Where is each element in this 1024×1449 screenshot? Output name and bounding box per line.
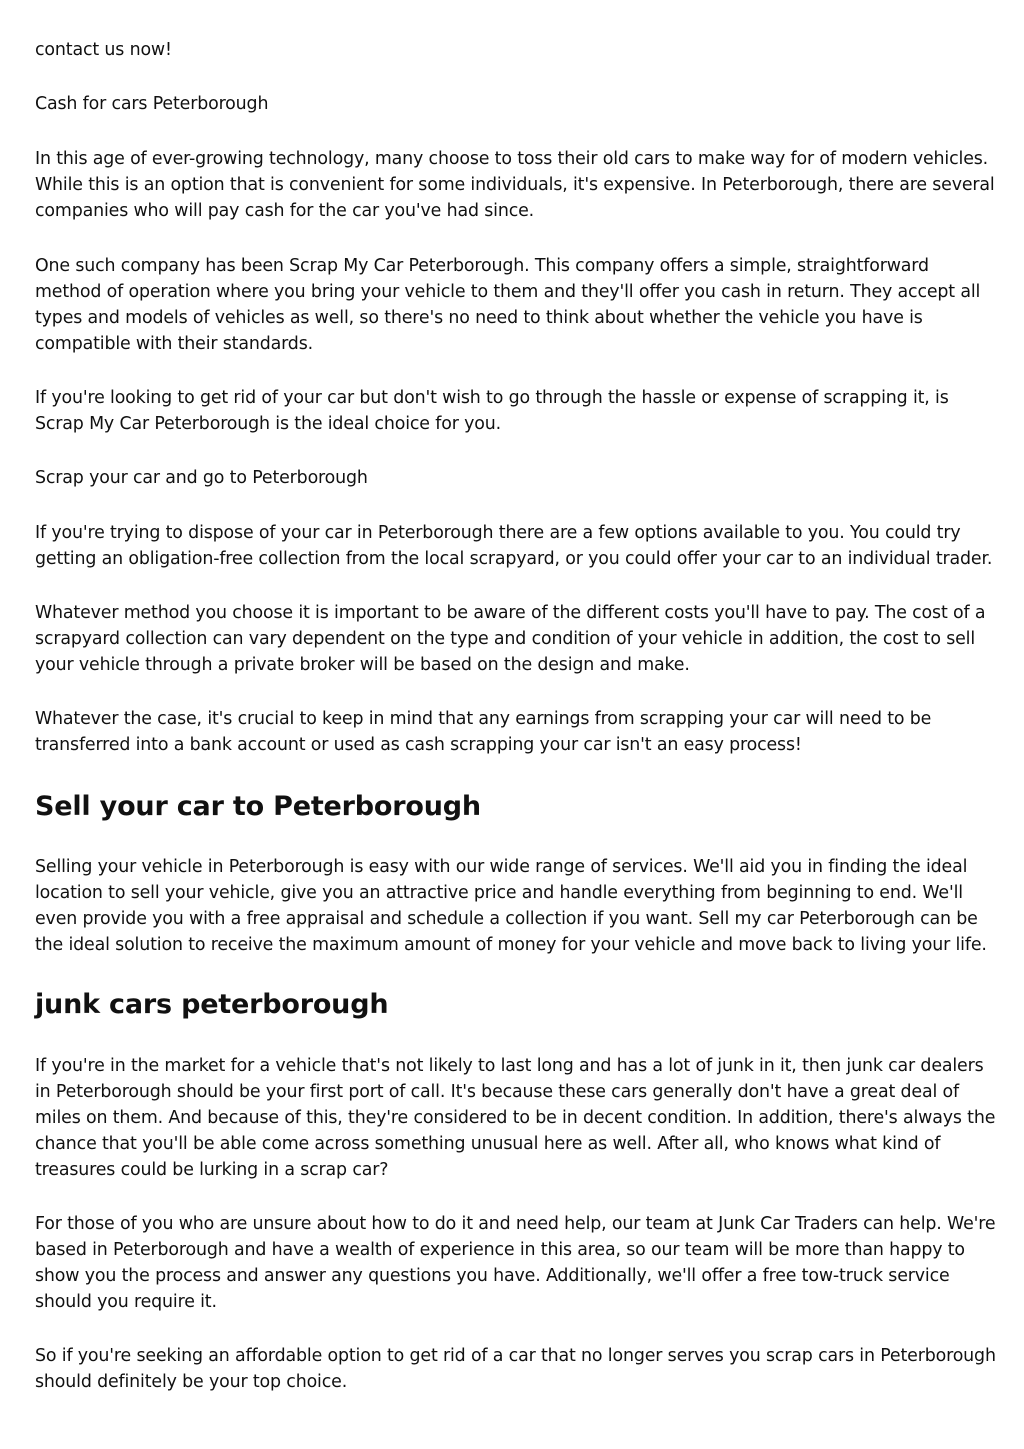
paragraph-selling-services: Selling your vehicle in Peterborough is easy with our wide range of services. We'll aid you in finding the ideal location to sell your vehicle, give you an attractive price and handle everything from beginning to end. We'll even provide you with a free appraisal and schedule a collection if you want. Sell my car Peterborough can be the ideal solution to receive the maximum amount of money for your vehicle and move back to living your life.	[35, 857, 987, 955]
paragraph-contact: contact us now!	[35, 40, 172, 60]
heading-sell-your-car: Sell your car to Peterborough	[35, 791, 481, 822]
paragraph-junk-car-dealers: If you're in the market for a vehicle that's not likely to last long and has a lot of junk in it, then junk car dealers in Peterborough should be your first port of call. It's because these cars generally don't have a great deal of miles on them. And because of this, they're considered to be in decent condition. In addition, there's always the chance that you'll be able come across something unusual here as well. After all, who knows what kind of treasures could be lurking in a scrap car?	[35, 1056, 996, 1180]
paragraph-get-rid-of-car: If you're looking to get rid of your car but don't wish to go through the hassle or expense of scrapping it, is Scrap My Car Peterborough is the ideal choice for you.	[35, 388, 949, 434]
paragraph-cash-for-cars: Cash for cars Peterborough	[35, 94, 269, 114]
paragraph-scrap-your-car: Scrap your car and go to Peterborough	[35, 468, 368, 488]
paragraph-affordable-option: So if you're seeking an affordable option to get rid of a car that no longer serves you scrap cars in Peterborough should definitely be your top choice.	[35, 1346, 996, 1392]
paragraph-age-of-technology: In this age of ever-growing technology, many choose to toss their old cars to make way for of modern vehicles. While this is an option that is convenient for some individuals, it's expensive. In Peterborough, there are several companies who will pay cash for the car you've had since.	[35, 149, 995, 221]
paragraph-dispose-options: If you're trying to dispose of your car in Peterborough there are a few options available to you. You could try getting an obligation-free collection from the local scrapyard, or you could offer your car to an individual trader.	[35, 523, 993, 569]
paragraph-earnings: Whatever the case, it's crucial to keep in mind that any earnings from scrapping your car will need to be transferred into a bank account or used as cash scrapping your car isn't an easy process!	[35, 709, 932, 755]
paragraph-costs: Whatever method you choose it is important to be aware of the different costs you'll have to pay. The cost of a scrapyard collection can vary dependent on the type and condition of your vehicle in addition, the cost to sell your vehicle through a private broker will be based on the design and make.	[35, 603, 986, 675]
paragraph-scrap-my-car: One such company has been Scrap My Car Peterborough. This company offers a simple, straightforward method of operation where you bring your vehicle to them and they'll offer you cash in return. They accept all types and models of vehicles as well, so there's no need to think about whether the vehicle you have is compatible with their standards.	[35, 256, 981, 354]
paragraph-junk-car-traders: For those of you who are unsure about how to do it and need help, our team at Junk Car Traders can help. We're based in Peterborough and have a wealth of experience in this area, so our team will be more than happy to show you the process and answer any questions you have. Additionally, we'll offer a free tow-truck service should you require it.	[35, 1214, 996, 1312]
heading-junk-cars: junk cars peterborough	[35, 989, 389, 1020]
